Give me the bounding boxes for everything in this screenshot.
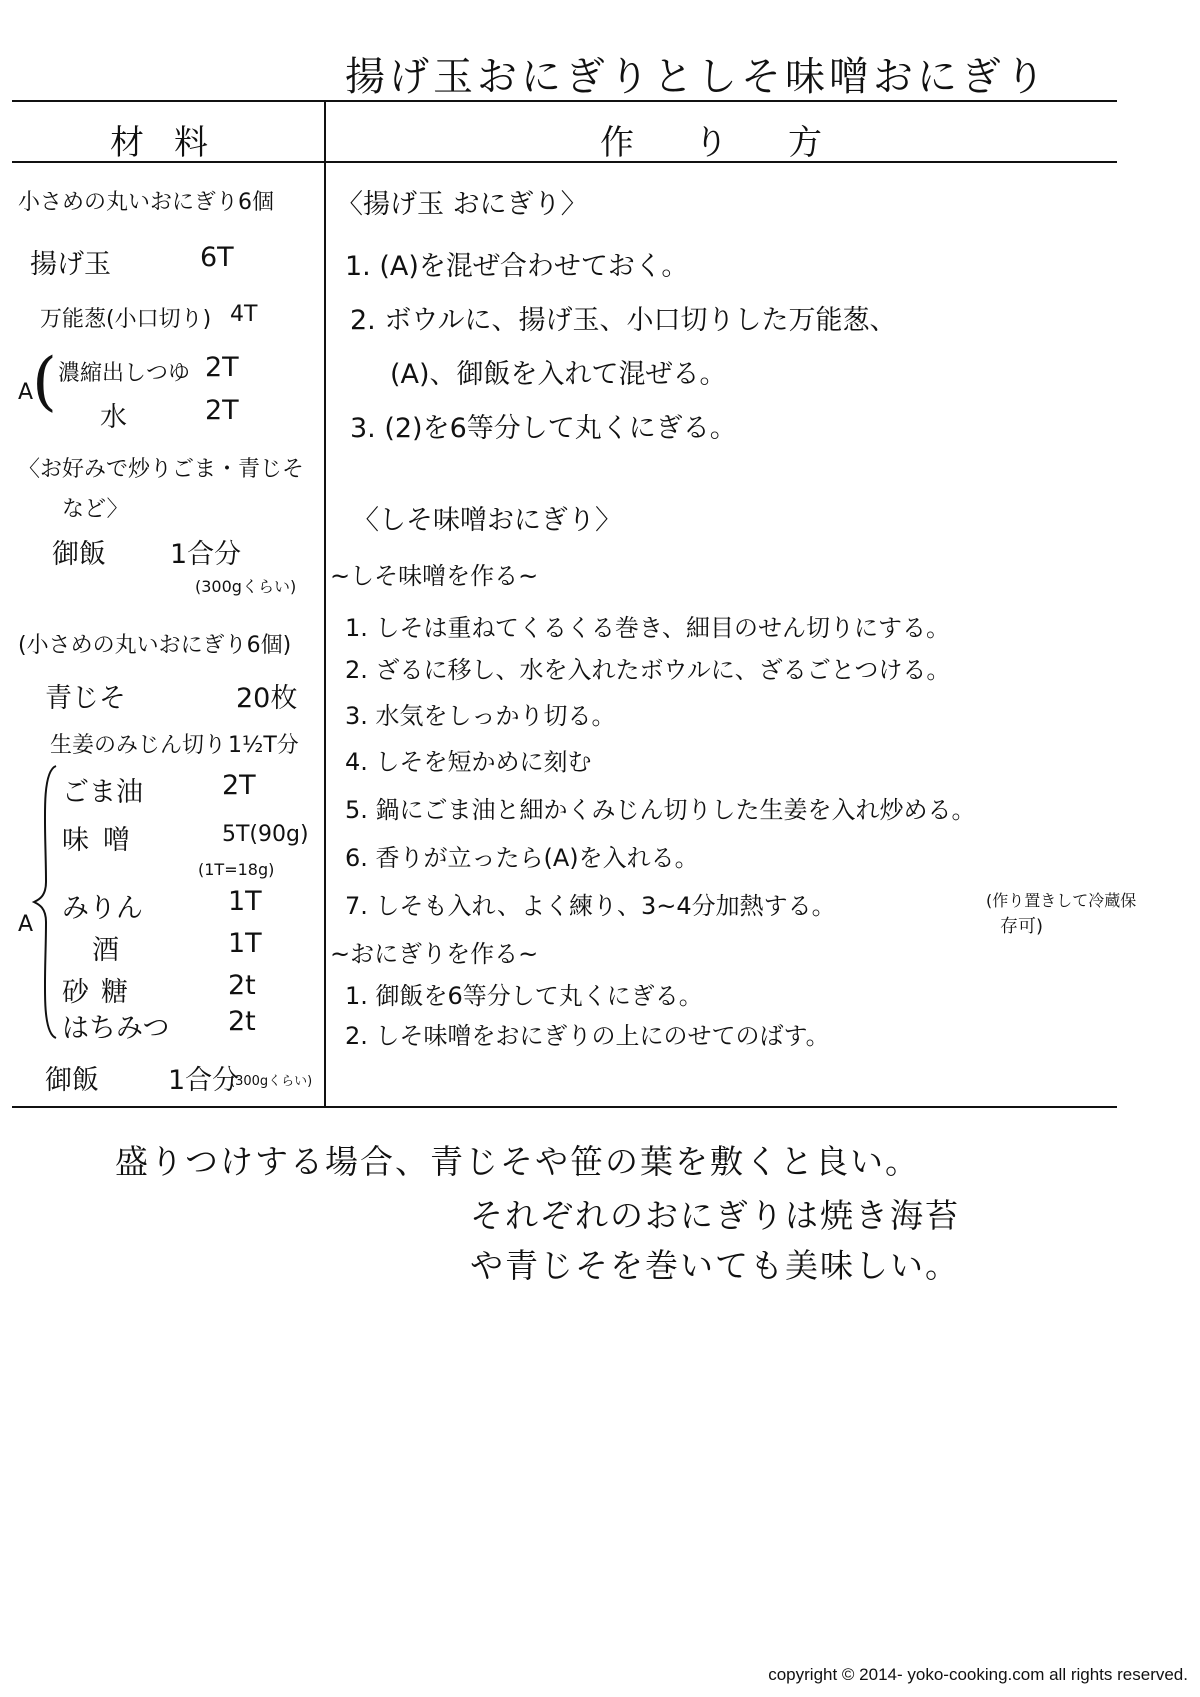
ingredient-name: はちみつ [62, 1013, 170, 1044]
ingredient-qty: 4T [230, 302, 258, 327]
optional-note: 〈お好みで炒りごま・青じそ [18, 457, 305, 482]
method-step: 3. 水気をしっかり切る。 [345, 702, 616, 730]
page-title: 揚げ玉おにぎりとしそ味噌おにぎり [345, 54, 1049, 100]
ingredient-qty: 1T [228, 928, 262, 959]
ingredient-name: 万能葱(小口切り) [40, 307, 212, 332]
serving-note: それぞれのおにぎりは焼き海苔 [470, 1196, 960, 1235]
method-step: 2. しそ味噌をおにぎりの上にのせてのばす。 [345, 1022, 830, 1050]
method-step: 2. ボウルに、揚げ玉、小口切りした万能葱、 [350, 305, 897, 336]
ingredient-qty: 2t [228, 1006, 256, 1037]
rice-note: (300gくらい) [230, 1074, 313, 1089]
method-step: 2. ざるに移し、水を入れたボウルに、ざるごとつける。 [345, 656, 951, 684]
method-step: 4. しそを短かめに刻む [345, 748, 592, 776]
rice-qty: 1合分 [168, 1065, 240, 1096]
ingredient-qty: 2t [228, 970, 256, 1001]
ingredients-header: 材料 [110, 123, 238, 163]
method-step: 1. (A)を混ぜ合わせておく。 [345, 251, 689, 282]
subsection-title: ~おにぎりを作る~ [330, 940, 539, 968]
ingredient-name: 味噌 [62, 825, 144, 856]
rice-name: 御飯 [45, 1065, 99, 1096]
ingredient-qty: 5T(90g) [222, 822, 309, 847]
group-label: A [18, 380, 34, 405]
column-divider [324, 100, 326, 1108]
copyright-text: copyright © 2014- yoko-cooking.com all rights reserved. [768, 1665, 1188, 1684]
rice-qty: 1合分 [170, 539, 242, 570]
ingredient-qty: 6T [200, 242, 234, 273]
method-step: 7. しそも入れ、よく練り、3~4分加熱する。 [345, 892, 836, 920]
table-bottom-rule [12, 1106, 1117, 1108]
method-step-note: 存可) [1000, 916, 1044, 937]
ingredient-name: みりん [62, 893, 143, 924]
ingredient-name: 揚げ玉 [30, 249, 111, 280]
optional-note: など〉 [62, 497, 129, 522]
method-step-note: (作り置きして冷蔵保 [986, 891, 1137, 910]
method-step: 5. 鍋にごま油と細かくみじん切りした生姜を入れ炒める。 [345, 796, 976, 824]
section-title-agedama: 〈揚げ玉 おにぎり〉 [336, 189, 588, 220]
section-title-shiso: 〈しそ味噌おにぎり〉 [352, 505, 622, 536]
method-step: 6. 香りが立ったら(A)を入れる。 [345, 844, 699, 872]
rice-note: (300gくらい) [195, 577, 297, 596]
method-header: 作り方 [600, 123, 882, 163]
ingredient-name: 生姜のみじん切り [50, 733, 227, 758]
ingredient-qty: 20枚 [236, 683, 298, 714]
shiso-yield: (小さめの丸いおにぎり6個) [18, 633, 292, 658]
ingredient-qty: 2T [222, 770, 256, 801]
ingredient-name: ごま油 [62, 777, 143, 808]
ingredient-name: 濃縮出しつゆ [58, 361, 191, 386]
method-step: (A)、御飯を入れて混ぜる。 [390, 359, 727, 390]
agedama-yield: 小さめの丸いおにぎり6個 [18, 190, 274, 215]
method-step: 1. 御飯を6等分して丸くにぎる。 [345, 982, 703, 1010]
serving-note: 盛りつけする場合、青じそや笹の葉を敷くと良い。 [115, 1142, 920, 1181]
header-top-rule [12, 100, 1117, 102]
method-step: 3. (2)を6等分して丸くにぎる。 [350, 413, 737, 444]
ingredient-qty: 1½T分 [228, 733, 299, 758]
group-label: A [18, 912, 34, 937]
ingredient-note: (1T=18g) [198, 860, 275, 879]
group-brace [30, 762, 60, 1042]
rice-name: 御飯 [52, 539, 106, 570]
subsection-title: ~しそ味噌を作る~ [330, 562, 539, 590]
method-step: 1. しそは重ねてくるくる巻き、細目のせん切りにする。 [345, 614, 950, 642]
ingredient-qty: 1T [228, 886, 262, 917]
ingredient-name: 青じそ [45, 683, 126, 714]
ingredient-name: 砂糖 [62, 977, 140, 1008]
ingredient-qty: 2T [205, 352, 239, 383]
ingredient-name: 水 [100, 402, 127, 433]
ingredient-name: 酒 [92, 935, 119, 966]
ingredient-qty: 2T [205, 395, 239, 426]
group-brace: ( [32, 345, 57, 419]
serving-note: や青じそを巻いても美味しい。 [470, 1246, 960, 1285]
